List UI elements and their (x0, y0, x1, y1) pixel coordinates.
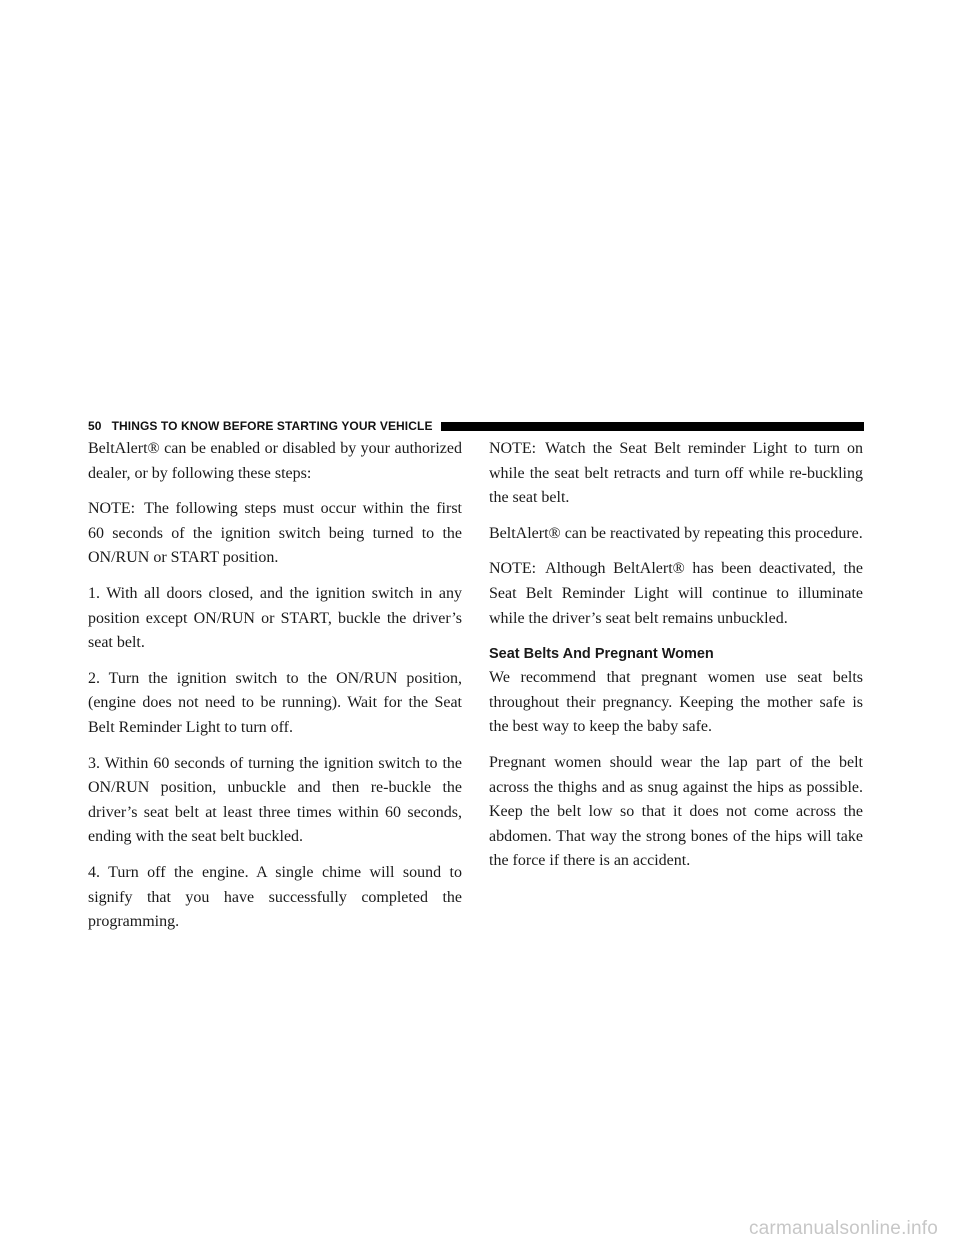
header-rule (441, 422, 864, 431)
intro-paragraph: BeltAlert® can be enabled or disabled by your authorized dealer, or by following these steps: (88, 440, 462, 482)
note-text: The following steps must occur within the first 60 seconds of the ignition switch being turned to the ON/RUN or START position. (88, 500, 462, 567)
page-header (88, 417, 864, 435)
pregnancy-paragraph-1: We recommend that pregnant women use seat belts throughout their pregnancy. Keeping the mother safe is the best way to keep the baby safe. (489, 669, 863, 736)
note-paragraph-2 (489, 437, 863, 511)
note-label: NOTE: (489, 560, 537, 578)
page-number: 50 (88, 419, 102, 433)
step-4: 4. Turn off the engine. A single chime will sound to signify that you have successfully completed the programming. (88, 863, 462, 931)
note-label: NOTE: (88, 500, 136, 518)
pregnancy-paragraph-2: Pregnant women should wear the lap part of the belt across the thighs and as snug against the hips as possible. Keep the belt low so that it does not come across the abdomen. That way the strong bones of the hips will take the force if there is an accident. (489, 753, 863, 870)
right-column (489, 437, 863, 885)
step-2: 2. Turn the ignition switch to the ON/RUN position, (engine does not need to be running). Wait for the Seat Belt Reminder Light to turn off. (88, 669, 462, 736)
note-text: Although BeltAlert® has been deactivated, the Seat Belt Reminder Light will continue to illuminate while the driver’s seat belt remains unbuckled. (489, 560, 863, 627)
section-title: Seat Belts And Pregnant Women (489, 646, 714, 663)
note-paragraph-1 (88, 497, 462, 571)
watermark: carmanualsonline.info (748, 1218, 938, 1239)
chapter-title: THINGS TO KNOW BEFORE STARTING YOUR VEHICLE (111, 419, 433, 433)
reactivate-paragraph: BeltAlert® can be reactivated by repeating this procedure. (489, 524, 863, 542)
left-column (88, 437, 462, 946)
step-3: 3. Within 60 seconds of turning the ignition switch to the ON/RUN position, unbuckle and then re-buckle the driver’s seat belt at least three times within 60 seconds, ending with the seat belt buckled. (88, 754, 462, 846)
note-text: Watch the Seat Belt reminder Light to turn on while the seat belt retracts and turn off while re-buckling the seat belt. (489, 440, 863, 507)
step-1: 1. With all doors closed, and the ignition switch in any position except ON/RUN or START, buckle the driver’s seat belt. (88, 584, 462, 652)
note-label: NOTE: (489, 440, 537, 457)
note-paragraph-3 (489, 557, 863, 631)
